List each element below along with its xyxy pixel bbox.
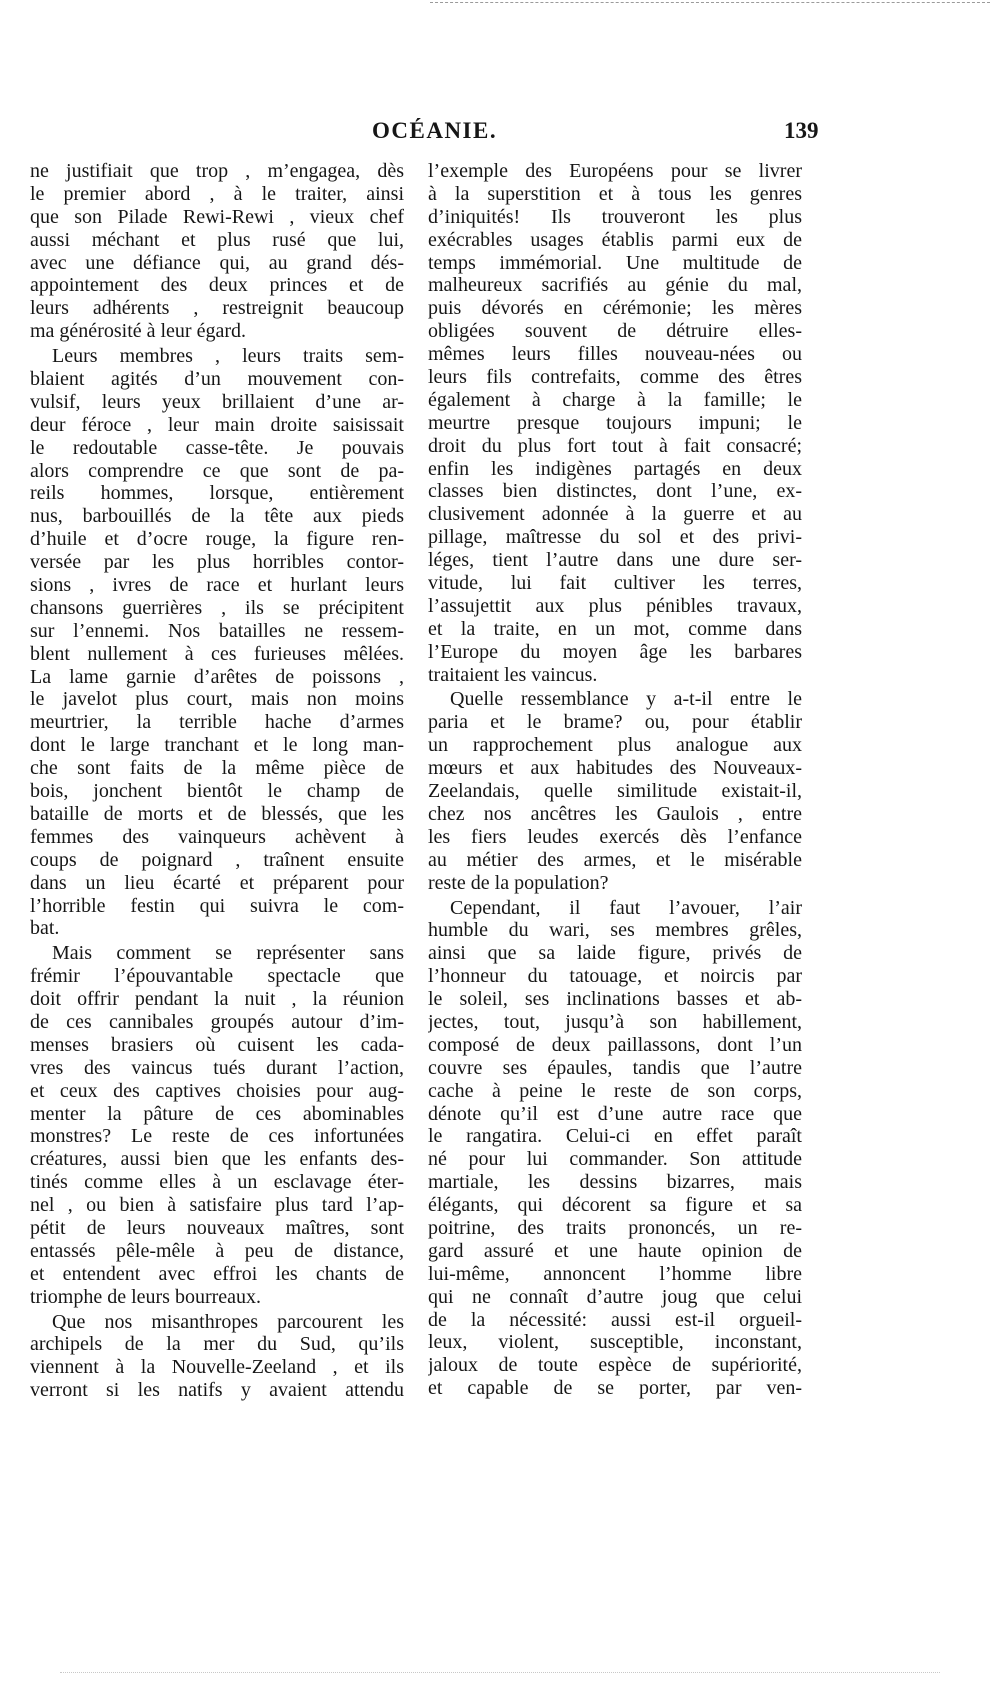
text-line: dénote qu’il est d’une autre race que xyxy=(428,1102,802,1125)
text-line: versée par les plus horribles contor- xyxy=(30,551,404,574)
paragraph xyxy=(30,160,404,343)
text-line: martiale, les dessins bizarres, mais xyxy=(428,1171,802,1194)
paragraph xyxy=(30,942,404,1308)
paragraph xyxy=(428,897,802,1401)
text-line: reils hommes, lorsque, entièrement xyxy=(30,482,404,505)
text-line: et capable de se porter, par ven- xyxy=(428,1377,802,1400)
text-line: La lame garnie d’arêtes de poissons , xyxy=(30,665,404,688)
text-line: composé de deux paillassons, dont l’un xyxy=(428,1033,802,1056)
text-line: monstres? Le reste de ces infortunées xyxy=(30,1125,404,1148)
text-line: le soleil, ses inclinations basses et ab- xyxy=(428,988,802,1011)
text-line: alors comprendre ce que sont de pa- xyxy=(30,459,404,482)
text-line: l’exemple des Européens pour se livrer xyxy=(428,160,802,182)
text-line: vulsif, leurs yeux brillaient d’une ar- xyxy=(30,390,404,413)
text-line: meurtre presque toujours impuni; le xyxy=(428,411,802,434)
scan-edge-bottom xyxy=(60,1672,940,1673)
text-line: viennent à la Nouvelle-Zeeland , et ils xyxy=(30,1356,404,1379)
text-line: menter la pâture de ces abominables xyxy=(30,1102,404,1125)
text-line: vitude, lui fait cultiver les terres, xyxy=(428,572,802,595)
text-line: cache à peine le reste de son corps, xyxy=(428,1079,802,1102)
text-line: ma générosité à leur égard. xyxy=(30,320,247,343)
text-line: archipels de la mer du Sud, qu’ils xyxy=(30,1333,404,1356)
scan-edge-top xyxy=(430,2,990,3)
text-line: chez nos ancêtres les Gaulois , entre xyxy=(428,802,802,825)
text-line: blent nullement à ces furieuses mêlées. xyxy=(30,642,404,665)
text-line: ne justifiait que trop , m’engagea, dès xyxy=(30,160,404,182)
text-line: le javelot plus court, mais non moins xyxy=(30,688,404,711)
text-line: vres des vaincus tués durant l’action, xyxy=(30,1056,404,1079)
text-line: avec une défiance qui, au grand dés- xyxy=(30,251,404,274)
text-line: que son Pilade Rewi-Rewi , vieux chef xyxy=(30,205,404,228)
text-line: doit offrir pendant la nuit , la réunion xyxy=(30,988,404,1011)
text-line: Leurs membres , leurs traits sem- xyxy=(52,345,404,368)
text-line: de ces cannibales groupés autour d’im- xyxy=(30,1010,404,1033)
text-line: deur féroce , leur main droite saisissait xyxy=(30,413,404,436)
text-line: les fiers leudes exercés dès l’enfance xyxy=(428,825,802,848)
text-line: triomphe de leurs bourreaux. xyxy=(30,1285,262,1308)
text-line: leurs fils contrefaits, comme des êtres xyxy=(428,366,802,389)
text-line: bois, jonchent bientôt le champ de xyxy=(30,780,404,803)
text-line: exécrables usages établis parmi eux de xyxy=(428,228,802,251)
text-line: et la traite, en un mot, comme dans xyxy=(428,617,802,640)
text-line: frémir l’épouvantable spectacle que xyxy=(30,965,404,988)
paragraph xyxy=(428,688,802,894)
text-line: le redoutable casse-tête. Je pouvais xyxy=(30,436,404,459)
text-line: mêmes leurs filles nouveau-nées ou xyxy=(428,343,802,366)
text-line: reste de la population? xyxy=(428,871,609,894)
text-line: puis dévorés en cérémonie; les mères xyxy=(428,297,802,320)
text-line: droit du plus fort tout à fait consacré; xyxy=(428,434,802,457)
text-line: poitrine, des traits prononcés, un re- xyxy=(428,1216,802,1239)
running-head xyxy=(0,118,1000,148)
text-line: tinés comme elles à un esclavage éter- xyxy=(30,1171,404,1194)
text-line: l’horrible festin qui suivra le com- xyxy=(30,894,404,917)
text-line: chansons guerrières , ils se précipitent xyxy=(30,596,404,619)
text-line: malheureux sacrifiés au génie du mal, xyxy=(428,274,802,297)
text-line: d’huile et d’ocre rouge, la figure ren- xyxy=(30,528,404,551)
text-line: coups de poignard , traînent ensuite xyxy=(30,848,404,871)
text-line: Quelle ressemblance y a-t-il entre le xyxy=(450,688,802,711)
text-line: aussi méchant et plus rusé que lui, xyxy=(30,228,404,251)
text-line: lui-même, annoncent l’homme libre xyxy=(428,1262,802,1285)
text-line: meurtrier, la terrible hache d’armes xyxy=(30,711,404,734)
text-line: enfin les indigènes partagés en deux xyxy=(428,457,802,480)
text-line: pillage, maîtresse du sol et des privi- xyxy=(428,526,802,549)
text-line: à la superstition et à tous les genres xyxy=(428,182,802,205)
text-line: dont le large tranchant et le long man- xyxy=(30,734,404,757)
text-line: l’Europe du moyen âge les barbares xyxy=(428,640,802,663)
text-line: ainsi que sa laide figure, privés de xyxy=(428,942,802,965)
running-title: OCÉANIE. xyxy=(372,118,498,143)
text-line: paria et le brame? ou, pour établir xyxy=(428,711,802,734)
text-line: dans un lieu écarté et préparent pour xyxy=(30,871,404,894)
page-number: 139 xyxy=(784,118,819,143)
text-line: obligées souvent de détruire elles- xyxy=(428,320,802,343)
text-line: Cependant, il faut l’avouer, l’air xyxy=(450,896,802,919)
text-line: couvre ses épaules, tandis que l’autre xyxy=(428,1056,802,1079)
paragraph xyxy=(30,345,404,940)
text-line: classes bien distinctes, dont l’une, ex- xyxy=(428,480,802,503)
text-line: Mais comment se représenter sans xyxy=(52,942,404,965)
text-line: l’assujettit aux plus pénibles travaux, xyxy=(428,594,802,617)
text-line: léges, tient l’autre dans une dure ser- xyxy=(428,549,802,572)
text-column-right xyxy=(428,160,802,1400)
text-line: traitaient les vaincus. xyxy=(428,663,598,686)
text-line: né pour lui commander. Son attitude xyxy=(428,1148,802,1171)
paragraph xyxy=(428,160,802,686)
text-line: temps immémorial. Une multitude de xyxy=(428,251,802,274)
text-line: et entendent avec effroi les chants de xyxy=(30,1262,404,1285)
text-line: pétit de leurs nouveaux maîtres, sont xyxy=(30,1216,404,1239)
text-line: jectes, tout, jusqu’à son habillement, xyxy=(428,1010,802,1033)
text-line: qui ne connaît d’autre joug que celui xyxy=(428,1285,802,1308)
text-line: blaient agités d’un mouvement con- xyxy=(30,368,404,391)
text-line: un rapprochement plus analogue aux xyxy=(428,734,802,757)
text-line: verront si les natifs y avaient attendu xyxy=(30,1379,404,1402)
text-line: leurs adhérents , restreignit beaucoup xyxy=(30,297,404,320)
text-line: élégants, qui décorent sa figure et sa xyxy=(428,1194,802,1217)
text-line: nel , ou bien à satisfaire plus tard l’ap- xyxy=(30,1194,404,1217)
text-line: le rangatira. Celui-ci en effet paraît xyxy=(428,1125,802,1148)
text-line: Que nos misanthropes parcourent les xyxy=(52,1310,404,1333)
text-line: menses brasiers où cuisent les cada- xyxy=(30,1033,404,1056)
text-line: l’honneur du tatouage, et noircis par xyxy=(428,965,802,988)
text-line: appointement des deux princes et de xyxy=(30,274,404,297)
text-line: gard assuré et une haute opinion de xyxy=(428,1239,802,1262)
text-column-left xyxy=(30,160,404,1402)
text-line: femmes des vainqueurs achèvent à xyxy=(30,825,404,848)
text-line: sions , ivres de race et hurlant leurs xyxy=(30,574,404,597)
text-line: jaloux de toute espèce de supériorité, xyxy=(428,1354,802,1377)
text-line: bataille de morts et de blessés, que les xyxy=(30,802,404,825)
text-line: che sont faits de la même pièce de xyxy=(30,757,404,780)
text-line: créatures, aussi bien que les enfants des- xyxy=(30,1148,404,1171)
text-line: entassés pêle-mêle à peu de distance, xyxy=(30,1239,404,1262)
text-line: Zeelandais, quelle similitude existait-il, xyxy=(428,780,802,803)
text-line: au métier des armes, et le misérable xyxy=(428,848,802,871)
text-line: mœurs et aux habitudes des Nouveaux- xyxy=(428,757,802,780)
paragraph xyxy=(30,1311,404,1403)
text-line: et ceux des captives choisies pour aug- xyxy=(30,1079,404,1102)
text-line: nus, barbouillés de la tête aux pieds xyxy=(30,505,404,528)
text-line: bat. xyxy=(30,917,60,940)
text-line: leux, violent, susceptible, inconstant, xyxy=(428,1331,802,1354)
text-line: sur l’ennemi. Nos batailles ne ressem- xyxy=(30,619,404,642)
text-line: le premier abord , à le traiter, ainsi xyxy=(30,182,404,205)
text-line: également à charge à la famille; le xyxy=(428,388,802,411)
text-line: humble du wari, ses membres grêles, xyxy=(428,919,802,942)
text-line: clusivement adonnée à la guerre et au xyxy=(428,503,802,526)
text-line: de la nécessité: aussi est-il orgueil- xyxy=(428,1308,802,1331)
text-line: d’iniquités! Ils trouveront les plus xyxy=(428,205,802,228)
